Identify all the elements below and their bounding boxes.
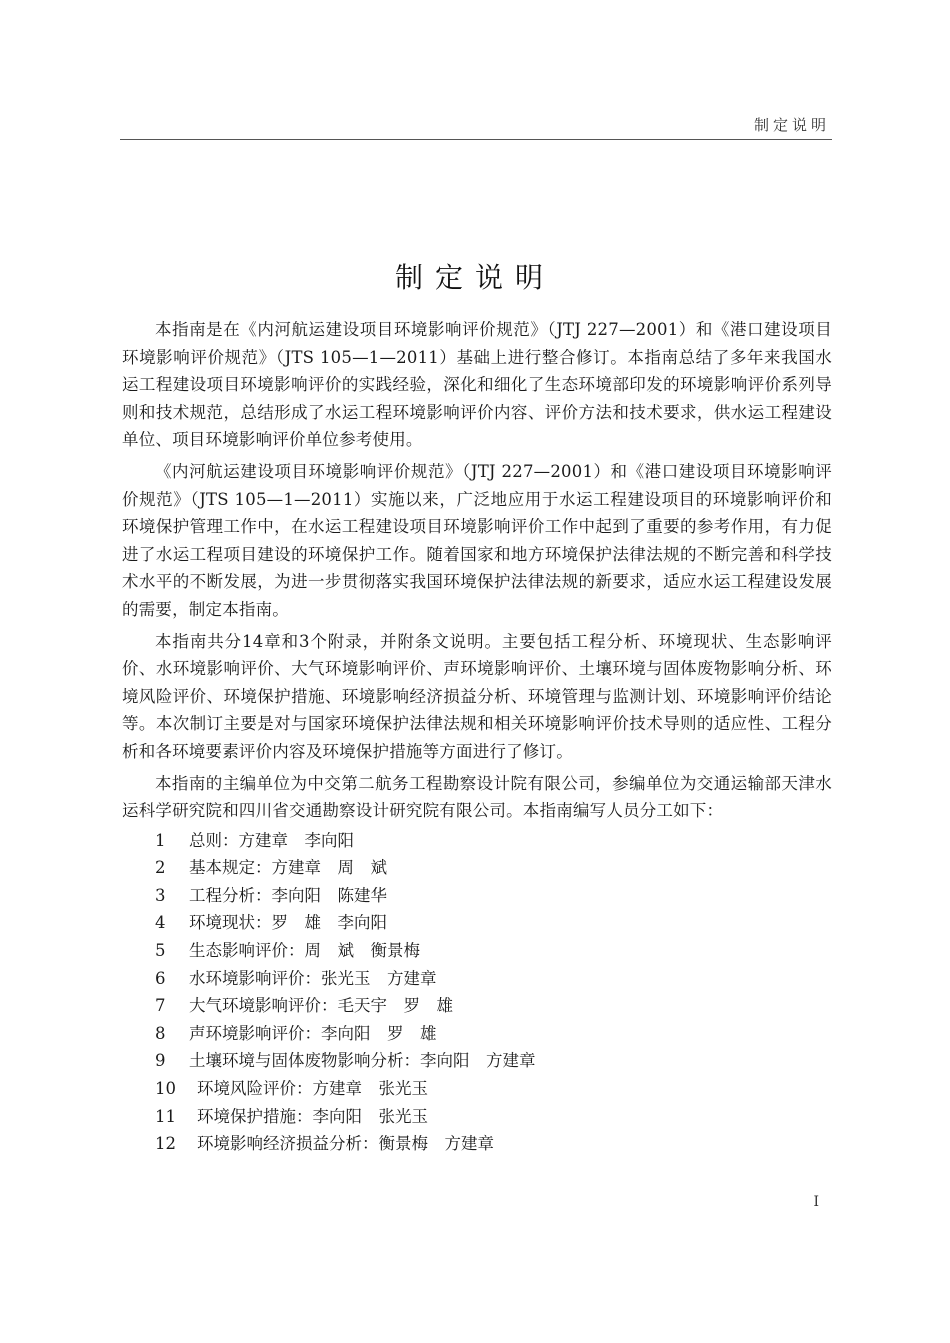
paragraph-intro: 本指南是在《内河航运建设项目环境影响评价规范》（JTJ 227—2001）和《港口建设项目环境影响评价规范》（JTS 105—1—2011）基础上进行整合修订。本指南总结了多年来我国水运工程建设项目环境影响评价的实践经验，深化和细化了生态环境部印发的环境影响评价系列导则和技术规范，总结形成了水运工程环境影响评价内容、评价方法和技术要求，供水运工程建设单位、项目环境影响评价单位参考使用。 [122, 320, 832, 450]
staff-text: 声环境影响评价：李向阳 罗 雄 [189, 1023, 437, 1043]
staff-item [122, 1047, 832, 1075]
staff-number: 1 [155, 830, 166, 850]
staff-item [122, 827, 832, 855]
staff-text: 基本规定：方建章 周 斌 [189, 858, 387, 878]
staff-number: 8 [155, 1023, 166, 1043]
staff-item [122, 992, 832, 1020]
staff-number: 5 [155, 941, 166, 961]
staff-text: 环境影响经济损益分析：衡景梅 方建章 [197, 1134, 494, 1154]
staff-number: 11 [155, 1106, 176, 1126]
staff-number: 6 [155, 968, 166, 988]
staff-text: 生态影响评价：周 斌 衡景梅 [189, 941, 420, 961]
staff-item [122, 854, 832, 882]
staff-item [122, 1103, 832, 1131]
paragraph-background: 《内河航运建设项目环境影响评价规范》（JTJ 227—2001）和《港口建设项目环境影响评价规范》（JTS 105—1—2011）实施以来，广泛地应用于水运工程建设项目的环境影响评价和环境保护管理工作中，在水运工程建设项目环境影响评价工作中起到了重要的参考作用，有力促进了水运工程项目建设的环境保护工作。随着国家和地方环境保护法律法规的不断完善和科学技术水平的不断发展，为进一步贯彻落实我国环境保护法律法规的新要求，适应水运工程建设发展的需要，制定本指南。 [122, 461, 832, 619]
staff-number: 12 [155, 1134, 176, 1154]
staff-item [122, 882, 832, 910]
staff-number: 9 [155, 1051, 166, 1071]
staff-item [122, 1130, 832, 1158]
staff-item [122, 909, 832, 937]
running-title: 制定说明 [753, 116, 830, 134]
staff-text: 工程分析：李向阳 陈建华 [189, 885, 387, 905]
staff-item [122, 1020, 832, 1048]
paragraph-authors: 本指南的主编单位为中交第二航务工程勘察设计院有限公司，参编单位为交通运输部天津水运科学研究院和四川省交通勘察设计研究院有限公司。本指南编写人员分工如下： [122, 773, 832, 821]
staff-number: 2 [155, 858, 166, 878]
staff-text: 水环境影响评价：张光玉 方建章 [189, 968, 437, 988]
staff-text: 大气环境影响评价：毛天宇 罗 雄 [189, 996, 453, 1016]
page-title: 制定说明 [394, 261, 555, 294]
staff-text: 环境现状：罗 雄 李向阳 [189, 913, 387, 933]
staff-number: 10 [155, 1079, 176, 1099]
header-rule [120, 139, 832, 140]
staff-text: 土壤环境与固体废物影响分析：李向阳 方建章 [189, 1051, 536, 1071]
page-number: I [813, 1194, 819, 1210]
staff-text: 总则：方建章 李向阳 [189, 830, 354, 850]
staff-text: 环境保护措施：李向阳 张光玉 [197, 1106, 428, 1126]
paragraph-contents: 本指南共分14章和3个附录，并附条文说明。主要包括工程分析、环境现状、生态影响评价、水环境影响评价、大气环境影响评价、声环境影响评价、土壤环境与固体废物影响分析、环境风险评价、环境保护措施、环境影响经济损益分析、环境管理与监测计划、环境影响评价结论等。本次制订主要是对与国家环境保护法律法规和相关环境影响评价技术导则的适应性、工程分析和各环境要素评价内容及环境保护措施等方面进行了修订。 [122, 631, 832, 761]
staff-item [122, 937, 832, 965]
staff-number: 7 [155, 996, 166, 1016]
staff-item [122, 965, 832, 993]
staff-number: 4 [155, 913, 166, 933]
staff-text: 环境风险评价：方建章 张光玉 [197, 1079, 428, 1099]
document-body [122, 316, 832, 1158]
staff-number: 3 [155, 885, 166, 905]
staff-list [122, 827, 832, 1158]
staff-item [122, 1075, 832, 1103]
